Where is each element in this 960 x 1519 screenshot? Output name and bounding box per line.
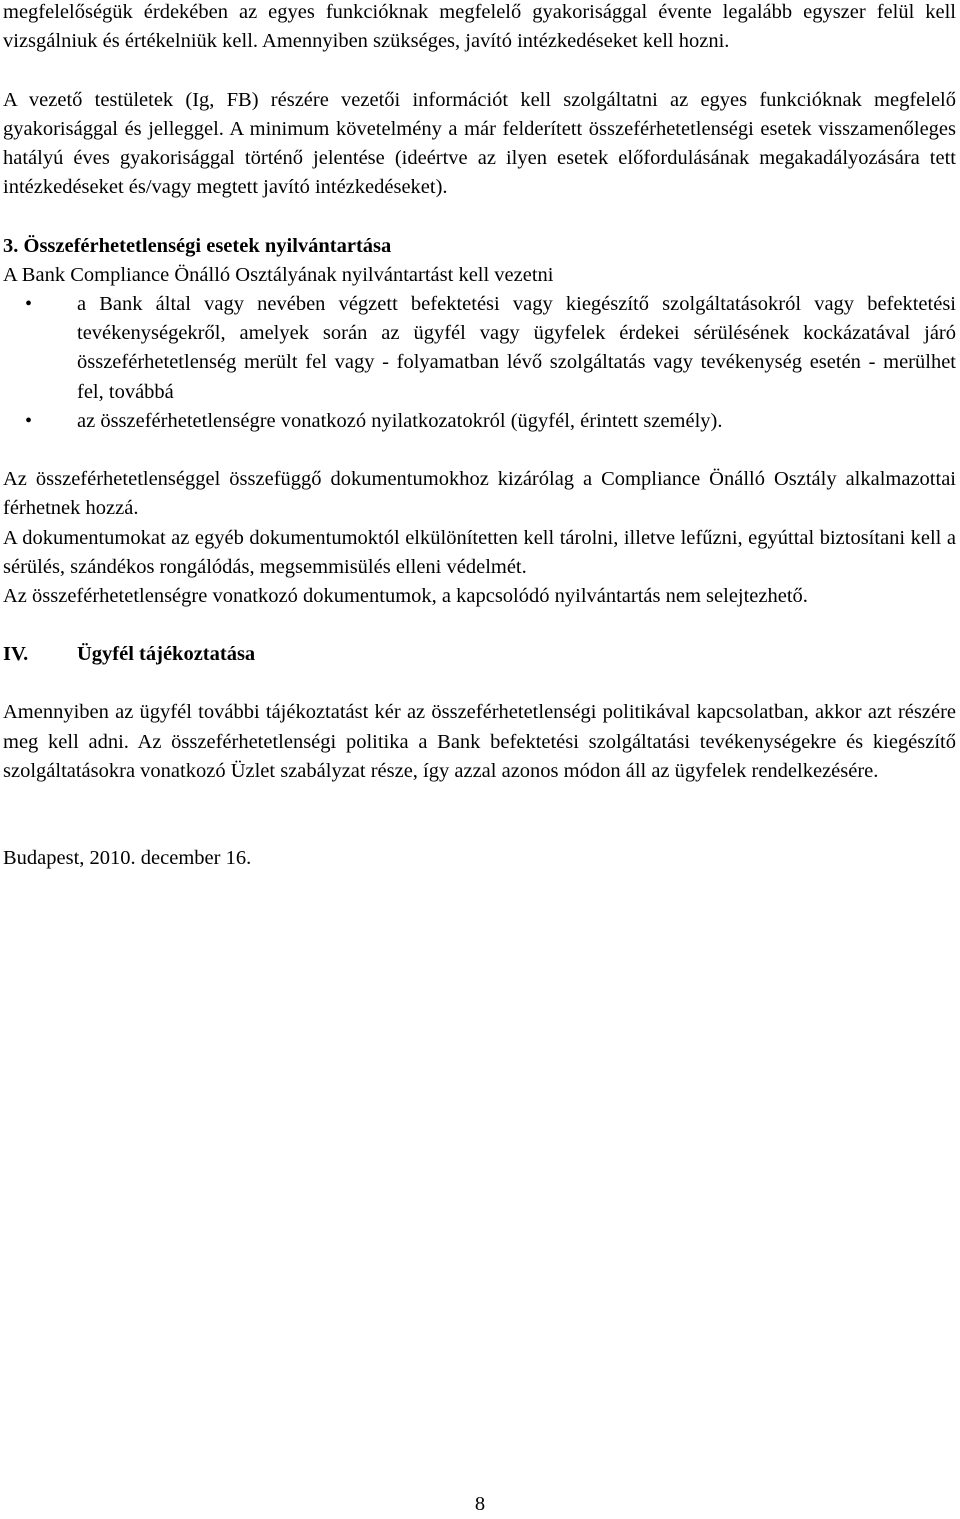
- document-page: [3, 0, 956, 874]
- list-item-text: a Bank által vagy nevében végzett befektetési vagy kiegészítő szolgáltatásokról vagy befektetési tevékenységekről, amelyek során az ügyfél vagy ügyfelek érdekei sérülésének kockázatával járó összeférhetetlenség merült fel vagy - folyamatban lévő szolgáltatás vagy tevékenység esetén - merülhet fel, továbbá: [77, 293, 956, 403]
- place-date: Budapest, 2010. december 16.: [3, 847, 252, 870]
- bullet-icon: •: [25, 293, 33, 315]
- paragraph-access: Az összeférhetetlenséggel összefüggő dokumentumokhoz kizárólag a Compliance Önálló Osztály alkalmazottai férhetnek hozzá.: [3, 468, 956, 520]
- paragraph-management-info: A vezető testületek (Ig, FB) részére vezetői információt kell szolgáltatni az egyes funkcióknak megfelelő gyakorisággal és jelleggel. A minimum követelmény a már felderített összeférhetetlenségi esetek visszamenőleges hatályú éves gyakorisággal történő jelentése (ideértve az ilyen esetek előfordulásának megakadályozására tett intézkedéseket és/vagy megtett javító intézkedéseket).: [3, 88, 956, 199]
- section-number: IV.: [3, 643, 29, 666]
- list-item: [3, 407, 956, 436]
- spacer: [3, 202, 956, 231]
- spacer: [3, 436, 956, 465]
- bullet-icon: •: [25, 409, 33, 432]
- page-number: 8: [474, 1493, 486, 1515]
- section-heading-client-info: [3, 640, 956, 669]
- spacer: [3, 56, 956, 85]
- paragraph-client-info: Amennyiben az ügyfél további tájékoztatást kér az összeférhetetlenségi politikával kapcsolatban, akkor azt részére meg kell adni. Az összeférhetetlenségi politika a Bank befektetési szolgáltatási tevékenységekre és kiegészítő szolgáltatásokra vonatkozó Üzlet szabályzat része, így azzal azonos módon áll az ügyfelek rendelkezésére.: [3, 701, 956, 782]
- spacer: [3, 815, 956, 844]
- paragraph-review: megfelelőségük érdekében az egyes funkcióknak megfelelő gyakorisággal évente legalább egyszer felül kell vizsgálniuk és értékelniük kell. Amennyiben szükséges, javító intézkedéseket kell hozni.: [3, 1, 956, 53]
- list-item: [3, 290, 956, 407]
- section-title: Ügyfél tájékoztatása: [77, 643, 256, 666]
- section-heading-records: 3. Összeférhetetlenségi esetek nyilvántartása: [3, 234, 392, 257]
- section-intro: A Bank Compliance Önálló Osztályának nyilvántartást kell vezetni: [3, 263, 554, 286]
- paragraph-storage: A dokumentumokat az egyéb dokumentumoktól elkülönítetten kell tárolni, illetve lefűzni, egyúttal biztosítani kell a sérülés, szándékos rongálódás, megsemmisülés elleni védelmét.: [3, 526, 956, 578]
- list-item-text: az összeférhetetlenségre vonatkozó nyilatkozatokról (ügyfél, érintett személy).: [77, 409, 723, 432]
- bullet-list: [3, 290, 956, 436]
- spacer: [3, 786, 956, 815]
- paragraph-retention: Az összeférhetetlenségre vonatkozó dokumentumok, a kapcsolódó nyilvántartás nem selejtezhető.: [3, 585, 808, 608]
